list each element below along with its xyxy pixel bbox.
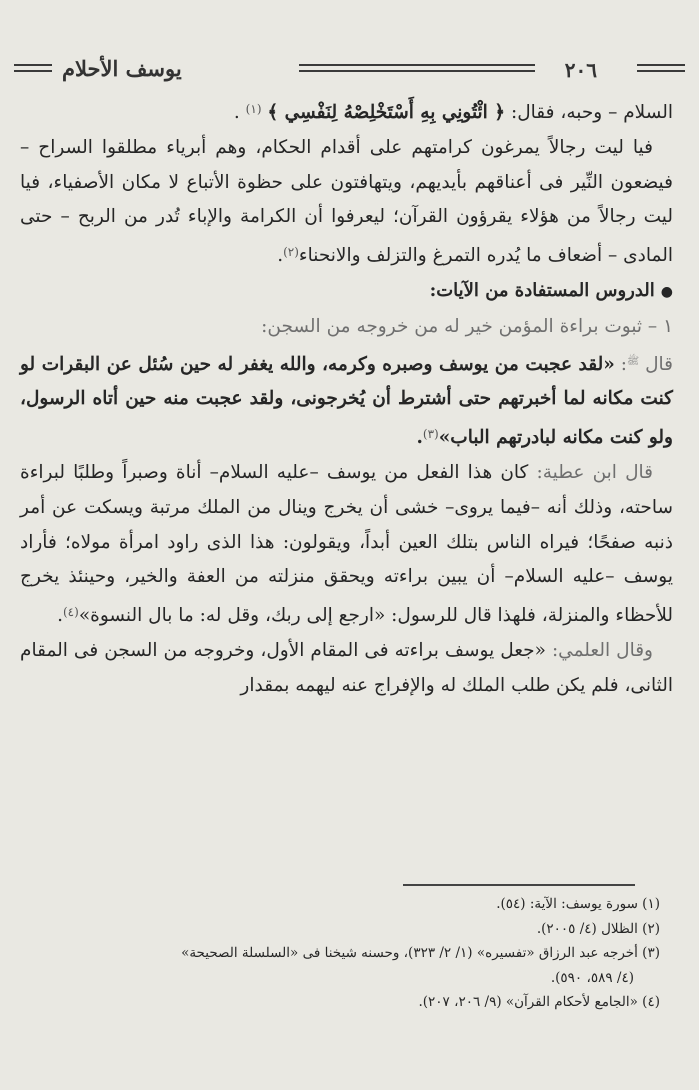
section-heading: ●الدروس المستفادة من الآيات: (429, 279, 673, 301)
header-rule-right (637, 64, 685, 74)
footnote-ref-3: (٣) (422, 427, 439, 442)
ibn-atiyya-paragraph: قال ابن عطية: كان هذا الفعل من يوسف –عليه السلام– أناة وصبراً وطلبًا لبراءة ساحته، وذلك أنه –فيما يروى– خشى أن يخرج وينال من الملك مرتبة ويسكت عن أمر ذنبه صفحًا؛ فيراه الناس بتلك العين أبداً، ويقولون: هذا الذى راود امرأة مولاه؛ فأراد يوسف –عليه السلام– أن يبين براءته ويحقق منزلته من العفة والخير، وحينئذ يخرج للأحظاء والمنزلة، فلهذا قال للرسول: «ارجع إلى ربك، وقل له: ما بال النسوة»$^{(٤)}$. (20, 461, 673, 627)
footnote-3: (٣) أخرجه عبد الرزاق «تفسيره» (١/ ٢/ ٣٢٣)، وحسنه شيخنا فى «السلسلة الصحيحة» (181, 945, 660, 962)
footnote-4: (٤) «الجامع لأحكام القرآن» (٩/ ٢٠٦، ٢٠٧). (418, 994, 660, 1011)
alalami-lead: وقال العلمي: (551, 639, 653, 661)
salawat-icon: ﷺ (627, 355, 640, 367)
ibn-atiyya-lead: قال ابن عطية: (536, 461, 653, 483)
main-text (20, 92, 673, 704)
hadith-quote: «لقد عجبت من يوسف وصبره وكرمه، والله يغفر له حين سُئل عن البقرات لو كنت مكانه لما أخبرتهم حتى أشترط أن يُخرجونى، ولقد عجبت منه حين أتاه الرسول، ولو كنت مكانه لبادرتهم الباب» (20, 353, 673, 449)
lesson-1-title: ١ – ثبوت براءة المؤمن خير له من خروجه من السجن: (261, 315, 673, 337)
footnote-separator (403, 884, 635, 886)
page-number: ٢٠٦ (564, 58, 597, 82)
paragraph-continuation: السلام – وحبه، فقال: ﴿ ائْتُونِي بِهِ أَسْتَخْلِصْهُ لِنَفْسِي ﴾ $^{(١)}$ . (233, 102, 673, 123)
footnote-3-continuation: (٤/ ٥٨٩، ٥٩٠). (550, 969, 634, 986)
bullet-icon: ● (660, 283, 673, 300)
footnotes (40, 892, 660, 1015)
running-header (14, 52, 685, 82)
header-rule-middle (299, 64, 535, 74)
quran-verse: ﴿ ائْتُونِي بِهِ أَسْتَخْلِصْهُ لِنَفْسِي ﴾ (267, 102, 506, 123)
alalami-paragraph: وقال العلمي: «جعل يوسف براءته فى المقام الأول، وخروجه من السجن فى المقام الثانى، فلم يكن طلب الملك له والإفراج عنه ليهمه بمقدار (20, 639, 673, 696)
footnote-2: (٢) الظلال (٤/ ٢٠٠٥). (536, 920, 660, 937)
book-title: يوسف الأحلام (62, 56, 182, 81)
footnote-1: (١) سورة يوسف: الآية: (٥٤). (496, 896, 660, 912)
footnote-ref-1: (١) (245, 102, 262, 116)
footnote-ref-4: (٤) (62, 605, 79, 620)
paragraph-reflection: فيا ليت رجالاً يمرغون كرامتهم على أقدام الحكام، وهم أبرياء مطلقوا السراح – فيضعون النِّير فى أعناقهم بأيديهم، ويتهافتون على حظوة الأتباع لا مكان الأصفياء، فيا ليت رجالاً من هؤلاء يقرؤون القرآن؛ ليعرفوا أن الكرامة والإباء تُدر من الربح – حتى المادى – أضعاف ما يُدره التمرغ والتزلف والانحناء$^{(٢)}$. (20, 136, 673, 267)
footnote-ref-2: (٢) (283, 245, 299, 260)
header-rule-left (14, 64, 52, 74)
hadith-paragraph: قال $^ﷺ$: «لقد عجبت من يوسف وصبره وكرمه، والله يغفر له حين سُئل عن البقرات لو كنت مكانه لما أخبرتهم حتى أشترط أن يُخرجونى، ولقد عجبت منه حين أتاه الرسول، ولو كنت مكانه لبادرتهم الباب»$^{(٣)}$. (20, 353, 673, 449)
